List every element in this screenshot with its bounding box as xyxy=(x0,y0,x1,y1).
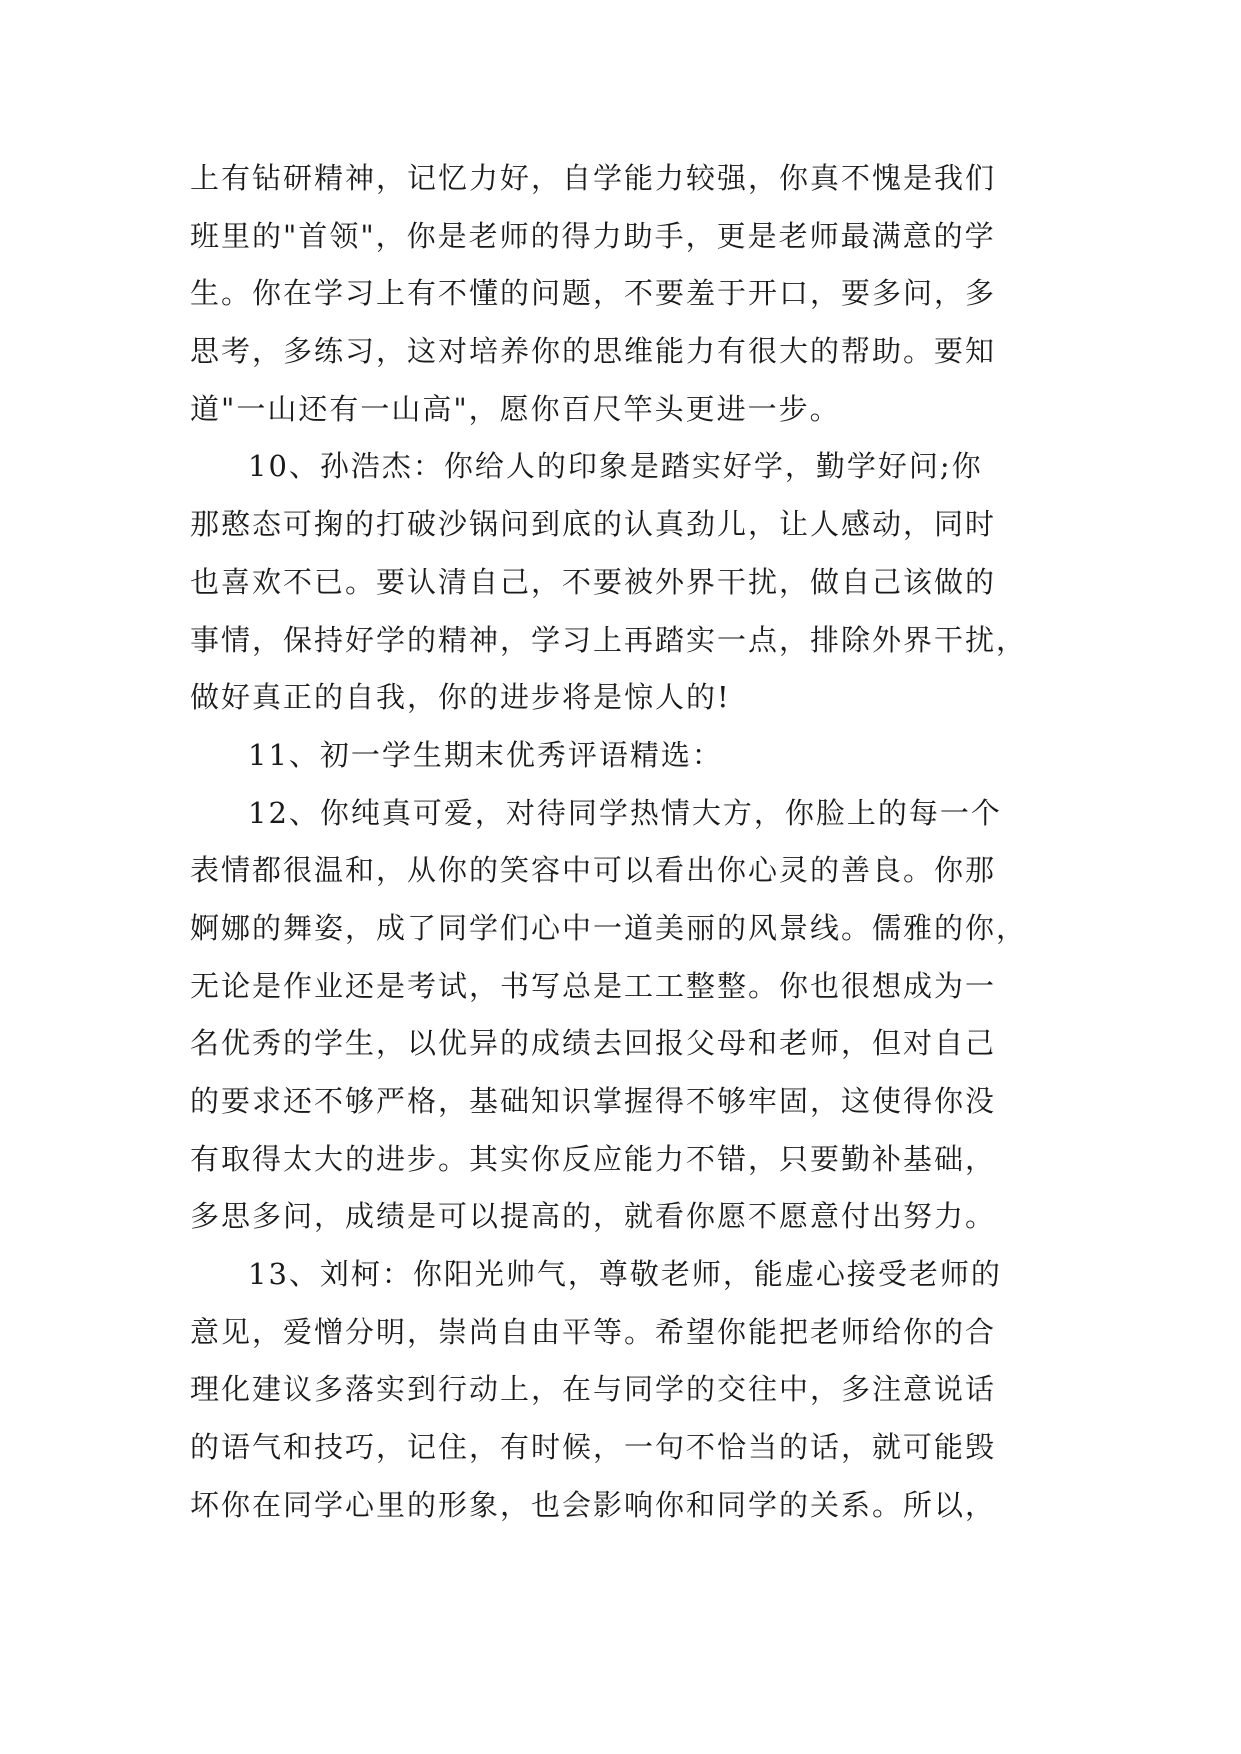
text-line: 意见，爱憎分明，崇尚自由平等。希望你能把老师给你的合 xyxy=(190,1314,997,1349)
text-line: 事情，保持好学的精神，学习上再踏实一点，排除外界干扰， xyxy=(190,622,1028,657)
paragraph-start-line: 12、你纯真可爱，对待同学热情大方，你脸上的每一个 xyxy=(248,795,1002,830)
paragraph-start-line: 13、刘柯：你阳光帅气，尊敬老师，能虚心接受老师的 xyxy=(248,1257,1002,1292)
text-line: 多思多问，成绩是可以提高的，就看你愿不愿意付出努力。 xyxy=(190,1199,997,1234)
text-line: 婀娜的舞姿，成了同学们心中一道美丽的风景线。儒雅的你， xyxy=(190,910,1028,945)
text-line: 道"一山还有一山高"，愿你百尺竿头更进一步。 xyxy=(190,391,841,426)
text-line: 坏你在同学心里的形象，也会影响你和同学的关系。所以， xyxy=(190,1487,997,1522)
text-line: 表情都很温和，从你的笑容中可以看出你心灵的善良。你那 xyxy=(190,853,997,888)
text-line: 的要求还不够严格，基础知识掌握得不够牢固，这使得你没 xyxy=(190,1084,997,1118)
paragraph-start-line: 10、孙浩杰：你给人的印象是踏实好学，勤学好问;你 xyxy=(248,449,983,484)
section-heading-line: 11、初一学生期末优秀评语精选： xyxy=(248,737,723,772)
text-line: 也喜欢不已。要认清自己，不要被外界干扰，做自己该做的 xyxy=(190,564,997,599)
text-line: 名优秀的学生，以优异的成绩去回报父母和老师，但对自己 xyxy=(190,1026,997,1061)
text-line: 思考，多练习，这对培养你的思维能力有很大的帮助。要知 xyxy=(190,334,997,369)
text-line: 做好真正的自我，你的进步将是惊人的! xyxy=(190,680,731,715)
text-line: 上有钻研精神，记忆力好，自学能力较强，你真不愧是我们 xyxy=(190,161,997,195)
text-line: 无论是作业还是考试，书写总是工工整整。你也很想成为一 xyxy=(190,968,997,1003)
text-line: 生。你在学习上有不懂的问题，不要羞于开口，要多问，多 xyxy=(190,276,997,311)
text-line: 班里的"首领"，你是老师的得力助手，更是老师最满意的学 xyxy=(190,218,996,253)
text-line: 理化建议多落实到行动上，在与同学的交往中，多注意说话 xyxy=(190,1372,997,1407)
text-line: 的语气和技巧，记住，有时候，一句不恰当的话，就可能毁 xyxy=(190,1430,997,1465)
body-text xyxy=(190,150,1060,1535)
text-line: 那憨态可掬的打破沙锅问到底的认真劲儿，让人感动，同时 xyxy=(190,507,997,542)
text-line: 有取得太大的进步。其实你反应能力不错，只要勤补基础， xyxy=(190,1141,997,1176)
